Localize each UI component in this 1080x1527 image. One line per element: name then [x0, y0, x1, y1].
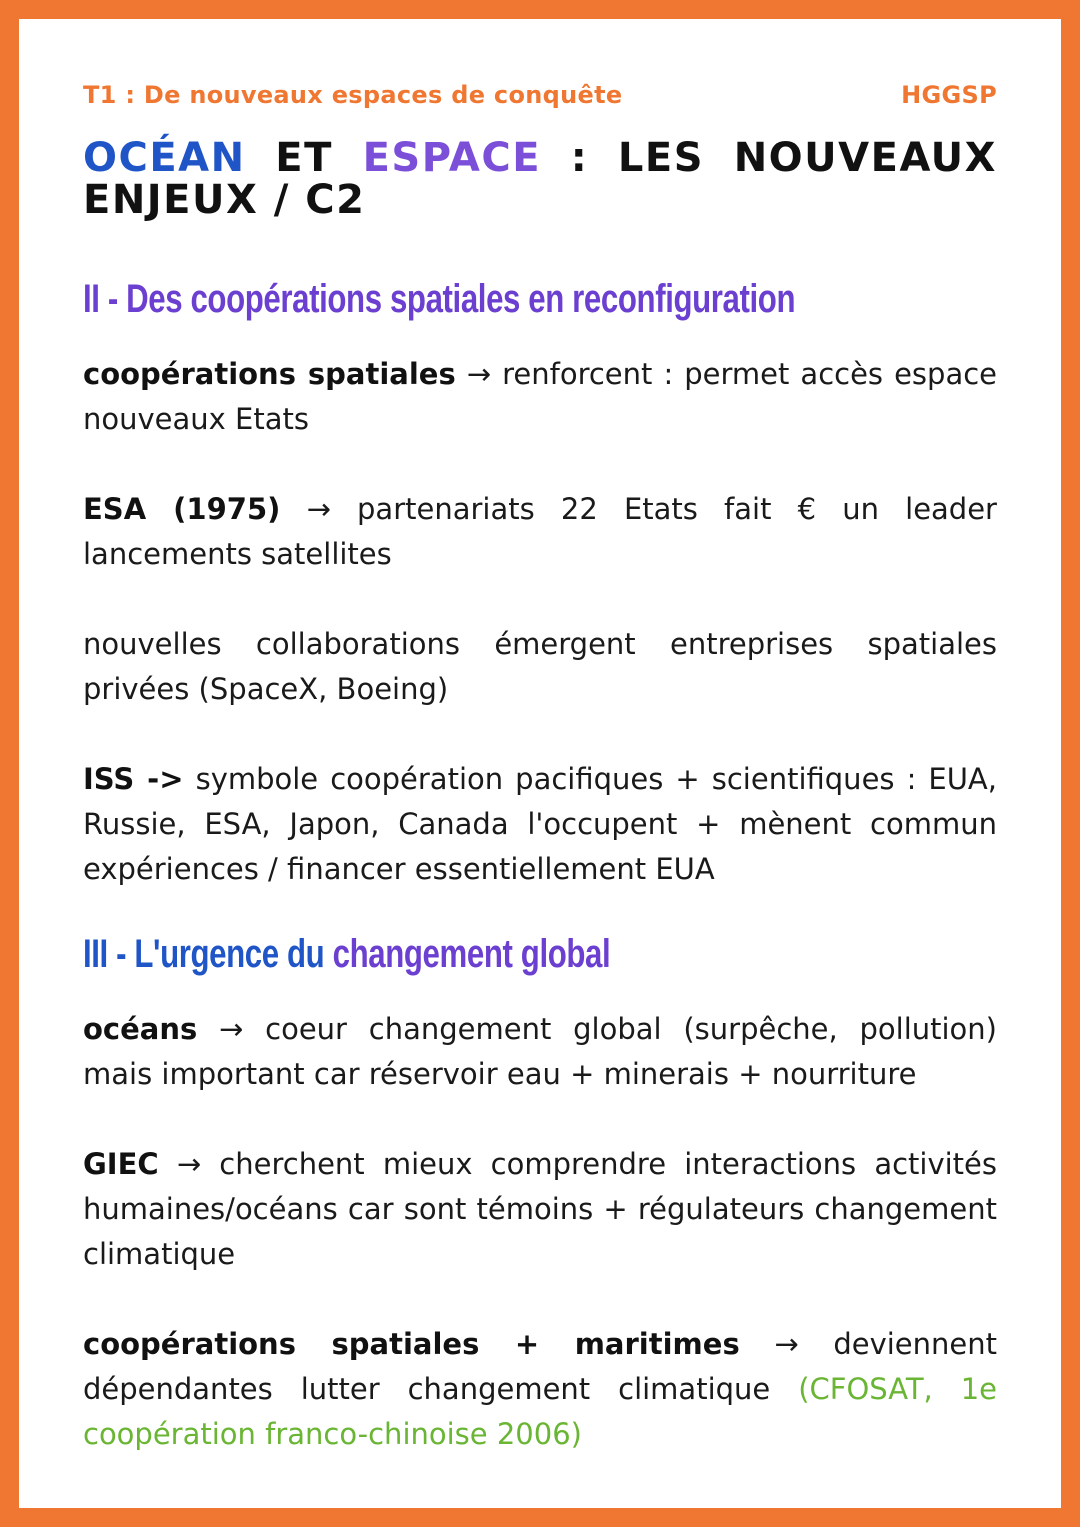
page-header	[83, 81, 997, 111]
title-rest: : LES NOUVEAUX ENJEUX / C2	[83, 135, 997, 223]
paragraph-oceans	[83, 1007, 997, 1097]
paragraph-text: → deviennent dépendantes lutter changement climatique	[83, 1327, 997, 1406]
paragraph-term: GIEC	[83, 1147, 159, 1181]
subject-label: HGGSP	[901, 81, 997, 109]
topic-label: T1 : De nouveaux espaces de conquête	[83, 81, 623, 109]
paragraph-collaborations	[83, 622, 997, 712]
paragraph-text: → partenariats 22 Etats fait € un leader lancements satellites	[83, 492, 997, 571]
paragraph-term: océans	[83, 1012, 198, 1046]
paragraph-cooperations-maritimes	[83, 1322, 997, 1457]
page-sheet	[19, 19, 1061, 1508]
paragraph-term: ISS ->	[83, 762, 184, 796]
title-espace: ESPACE	[362, 135, 542, 181]
title-ocean: OCÉAN	[83, 135, 246, 181]
paragraph-note: (CFOSAT, 1e coopération franco-chinoise 2006)	[83, 1372, 997, 1451]
paragraph-iss	[83, 757, 997, 892]
paragraph-text: symbole coopération pacifiques + scientifiques : EUA, Russie, ESA, Japon, Canada l'occupent + mènent commun expériences / financer essentiellement EUA	[83, 762, 997, 886]
paragraph-text: → cherchent mieux comprendre interactions activités humaines/océans car sont témoins + régulateurs changement climatique	[83, 1147, 997, 1271]
paragraph-cooperations	[83, 352, 997, 442]
title-et: ET	[245, 135, 363, 181]
paragraph-text: nouvelles collaborations émergent entreprises spatiales privées (SpaceX, Boeing)	[83, 627, 997, 706]
section-3-heading-part1: III - L'urgence du	[83, 932, 333, 976]
paragraph-term: coopérations spatiales + maritimes	[83, 1327, 740, 1361]
paragraph-term: coopérations spatiales	[83, 357, 456, 391]
section-3-heading	[83, 932, 610, 976]
section-3-heading-part2: changement global	[332, 932, 611, 976]
paragraph-giec	[83, 1142, 997, 1277]
section-2-heading: II - Des coopérations spatiales en reconfiguration	[83, 277, 796, 321]
paragraph-term: ESA (1975)	[83, 492, 281, 526]
document-title	[83, 137, 997, 221]
paragraph-esa	[83, 487, 997, 577]
paragraph-text: → coeur changement global (surpêche, pollution) mais important car réservoir eau + minerais + nourriture	[83, 1012, 997, 1091]
paragraph-text: → renforcent : permet accès espace nouveaux Etats	[83, 357, 998, 436]
